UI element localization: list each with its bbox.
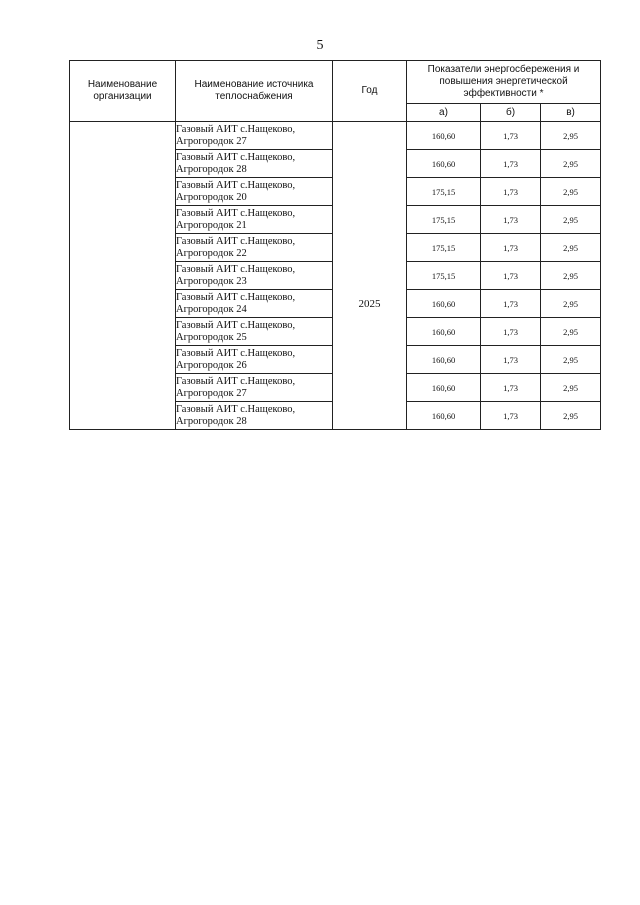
source-line: Газовый АИТ с.Нащеково, <box>176 375 296 387</box>
value-a: 160,60 <box>407 122 481 150</box>
value-c: 2,95 <box>541 346 601 374</box>
source-line: Газовый АИТ с.Нащеково, <box>176 291 296 303</box>
indicators-table <box>69 60 601 430</box>
source-line: Агрогородок 20 <box>176 191 247 203</box>
value-c: 2,95 <box>541 262 601 290</box>
source-line: Агрогородок 27 <box>176 387 247 399</box>
source-cell <box>176 346 333 374</box>
source-line: Газовый АИТ с.Нащеково, <box>176 179 296 191</box>
source-cell <box>176 262 333 290</box>
source-line: Газовый АИТ с.Нащеково, <box>176 347 296 359</box>
value-b: 1,73 <box>481 122 541 150</box>
source-line: Газовый АИТ с.Нащеково, <box>176 207 296 219</box>
value-c: 2,95 <box>541 318 601 346</box>
header-source: Наименование источника теплоснабжения <box>176 61 333 122</box>
source-line: Агрогородок 21 <box>176 219 247 231</box>
table-row <box>70 122 601 150</box>
page-number: 5 <box>316 38 324 53</box>
value-a: 160,60 <box>407 290 481 318</box>
value-b: 1,73 <box>481 318 541 346</box>
source-line: Агрогородок 28 <box>176 415 247 427</box>
value-c: 2,95 <box>541 234 601 262</box>
year-cell: 2025 <box>333 178 407 430</box>
header-indicators: Показатели энергосбережения и повышения энергетической эффективности * <box>407 61 601 104</box>
source-line: Агрогородок 28 <box>176 163 247 175</box>
value-a: 160,60 <box>407 402 481 430</box>
source-cell <box>176 374 333 402</box>
value-b: 1,73 <box>481 234 541 262</box>
value-b: 1,73 <box>481 178 541 206</box>
value-a: 160,60 <box>407 318 481 346</box>
source-cell <box>176 290 333 318</box>
value-a: 175,15 <box>407 206 481 234</box>
header-organization: Наименование организации <box>70 61 176 122</box>
header-sub-a: а) <box>407 104 481 122</box>
value-a: 160,60 <box>407 374 481 402</box>
value-c: 2,95 <box>541 402 601 430</box>
value-a: 175,15 <box>407 178 481 206</box>
source-line: Газовый АИТ с.Нащеково, <box>176 319 296 331</box>
value-b: 1,73 <box>481 150 541 178</box>
value-c: 2,95 <box>541 290 601 318</box>
value-a: 175,15 <box>407 262 481 290</box>
source-cell <box>176 206 333 234</box>
source-cell <box>176 234 333 262</box>
header-sub-b: б) <box>481 104 541 122</box>
value-b: 1,73 <box>481 374 541 402</box>
source-cell <box>176 178 333 206</box>
header-year: Год <box>333 61 407 122</box>
source-line: Агрогородок 25 <box>176 331 247 343</box>
value-c: 2,95 <box>541 150 601 178</box>
organization-cell <box>70 122 176 262</box>
source-cell <box>176 150 333 178</box>
value-b: 1,73 <box>481 206 541 234</box>
source-line: Газовый АИТ с.Нащеково, <box>176 235 296 247</box>
source-line: Газовый АИТ с.Нащеково, <box>176 123 296 135</box>
organization-cell <box>70 262 176 430</box>
value-b: 1,73 <box>481 346 541 374</box>
source-cell <box>176 122 333 150</box>
value-a: 160,60 <box>407 346 481 374</box>
source-line: Газовый АИТ с.Нащеково, <box>176 151 296 163</box>
value-a: 175,15 <box>407 234 481 262</box>
value-b: 1,73 <box>481 402 541 430</box>
source-line: Агрогородок 24 <box>176 303 247 315</box>
source-line: Агрогородок 23 <box>176 275 247 287</box>
year-cell-empty <box>333 122 407 178</box>
value-c: 2,95 <box>541 206 601 234</box>
value-a: 160,60 <box>407 150 481 178</box>
value-c: 2,95 <box>541 178 601 206</box>
header-sub-c: в) <box>541 104 601 122</box>
source-line: Агрогородок 22 <box>176 247 247 259</box>
source-line: Агрогородок 27 <box>176 135 247 147</box>
source-line: Газовый АИТ с.Нащеково, <box>176 263 296 275</box>
value-b: 1,73 <box>481 290 541 318</box>
source-line: Газовый АИТ с.Нащеково, <box>176 403 296 415</box>
source-cell <box>176 402 333 430</box>
value-c: 2,95 <box>541 122 601 150</box>
source-line: Агрогородок 26 <box>176 359 247 371</box>
source-cell <box>176 318 333 346</box>
value-c: 2,95 <box>541 374 601 402</box>
value-b: 1,73 <box>481 262 541 290</box>
